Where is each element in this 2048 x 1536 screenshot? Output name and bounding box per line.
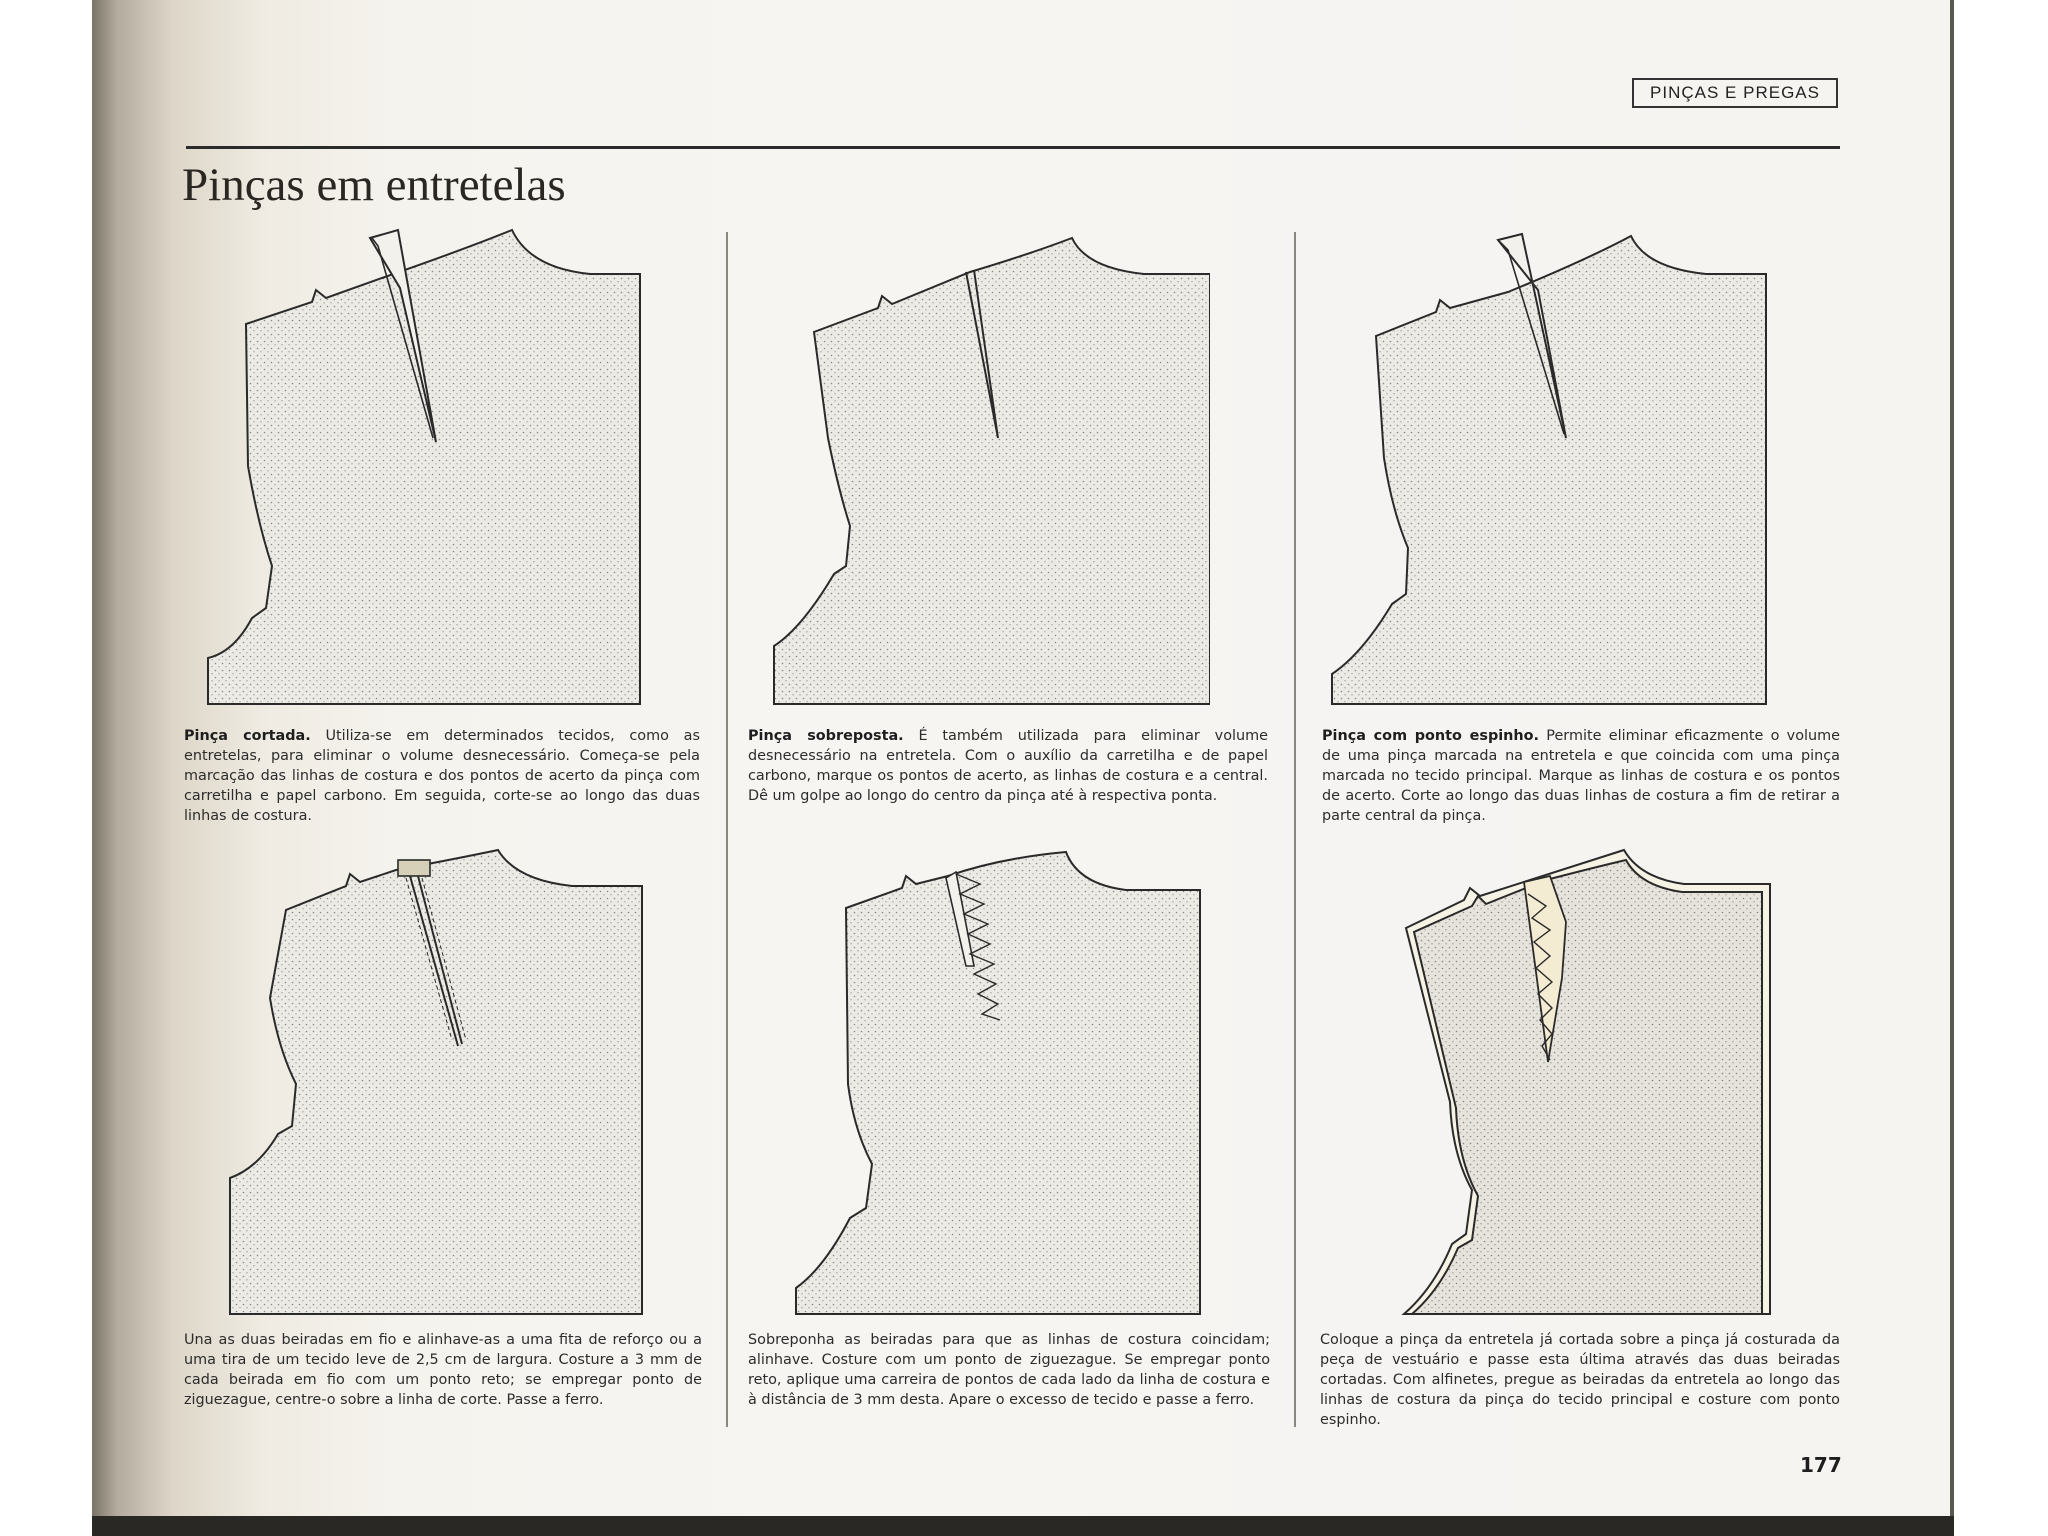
- caption-catch-stitch-dart: [1322, 726, 1840, 826]
- bodice-outline: [1332, 236, 1766, 704]
- lapped-dart-diagram: [760, 228, 1210, 718]
- caption-heading: Pinça sobreposta.: [748, 728, 904, 744]
- taped-cut-dart-diagram: [200, 848, 650, 1318]
- caption-taped-dart: [184, 1330, 702, 1410]
- bodice-outline: [796, 852, 1200, 1314]
- section-tag: PINÇAS E PREGAS: [1632, 78, 1838, 108]
- scan-margin-left: [0, 0, 92, 1536]
- bodice-outline: [230, 850, 642, 1314]
- reinforcement-tape: [398, 860, 430, 876]
- column-divider: [726, 232, 728, 1427]
- page-title: Pinças em entretelas: [182, 159, 566, 211]
- zigzag-lapped-dart-diagram: [790, 848, 1220, 1318]
- bodice-outline: [208, 230, 640, 704]
- header-rule: [186, 146, 1840, 149]
- scan-bottom-band: [92, 1516, 1954, 1536]
- caption-body: Sobreponha as beiradas para que as linhas de costura coincidam; alinhave. Costure com um ponto de ziguezague. Se empregar ponto reto, aplique uma carreira de pontos de cada lado da linha de costura e à distância de 3 mm desta. Apare o excesso de tecido e passe a ferro.: [748, 1332, 1270, 1408]
- page-number: 177: [1800, 1453, 1842, 1477]
- caption-body: Coloque a pinça da entretela já cortada sobre a pinça já costurada da peça de vestuário e passe esta última através das duas beiradas cortadas. Com alfinetes, pregue as beiradas da entretela ao longo das linhas de costura da pinça do tecido principal e costure com ponto espinho.: [1320, 1332, 1840, 1428]
- caption-body: Permite eliminar eficazmente o volume de uma pinça marcada na entretela e que coincida com uma pinça marcada no tecido principal. Marque as linhas de costura e os pontos de acerto. Corte ao longo das duas linhas de costura a fim de retirar a parte central da pinça.: [1322, 728, 1840, 824]
- caption-body: É também utilizada para eliminar volume desnecessário na entretela. Com o auxílio da carretilha e de papel carbono, marque os pontos de acerto, as linhas de costura e a central. Dê um golpe ao longo do centro da pinça até à respectiva ponta.: [748, 728, 1268, 804]
- interfacing-over-garment-dart-diagram: [1392, 848, 1792, 1328]
- caption-lapped-dart: [748, 726, 1268, 806]
- interfacing-bodice: [1412, 860, 1762, 1314]
- bodice-outline: [774, 238, 1210, 704]
- cut-dart-diagram: [200, 228, 650, 718]
- caption-cut-dart: [184, 726, 700, 826]
- caption-zigzag-dart: [748, 1330, 1270, 1410]
- caption-interfacing-dart: [1320, 1330, 1840, 1430]
- caption-body: Una as duas beiradas em fio e alinhave-as a uma fita de reforço ou a uma tira de um tecido leve de 2,5 cm de largura. Costure a 3 mm de cada beirada em fio com um ponto reto; se empregar ponto de ziguezague, centre-o sobre a linha de corte. Passe a ferro.: [184, 1332, 702, 1408]
- column-divider: [1294, 232, 1296, 1427]
- caption-heading: Pinça cortada.: [184, 728, 311, 744]
- caption-heading: Pinça com ponto espinho.: [1322, 728, 1540, 744]
- caption-body: Utiliza-se em determinados tecidos, como as entretelas, para eliminar o volume desnecessário. Começa-se pela marcação das linhas de costura e dos pontos de acerto da pinça com carretilha e papel carbono. Em seguida, corte-se ao longo das duas linhas de costura.: [184, 728, 700, 824]
- catch-stitch-dart-diagram: [1326, 228, 1776, 718]
- scan-margin-right: [1954, 0, 2048, 1536]
